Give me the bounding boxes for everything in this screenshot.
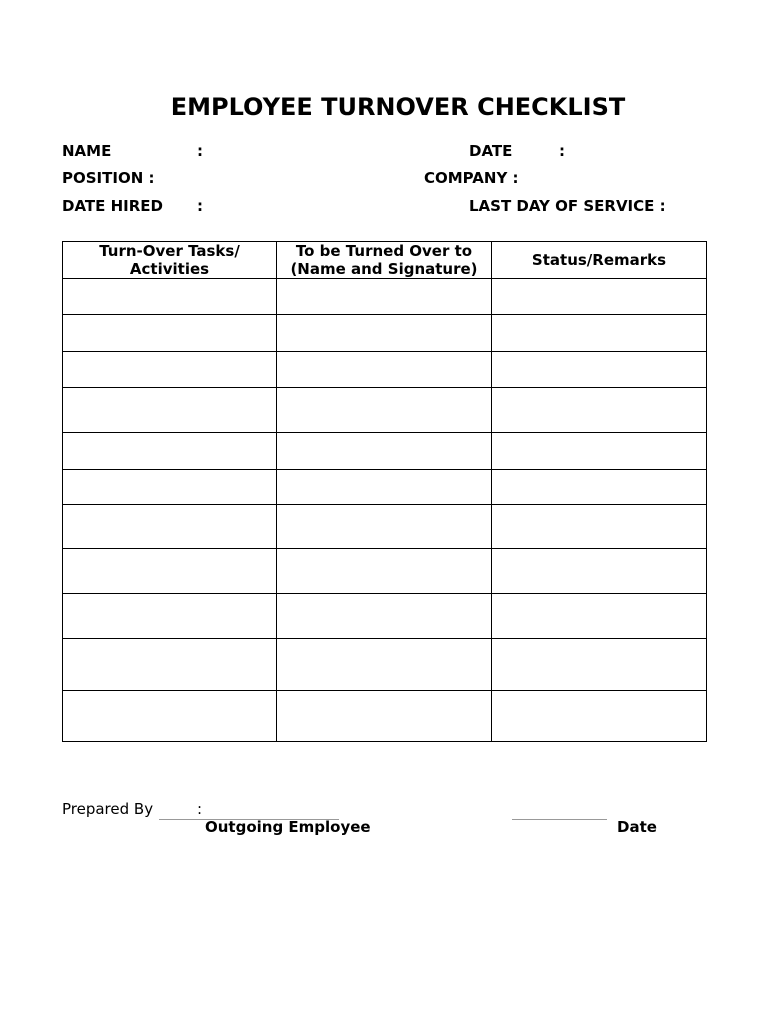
table-cell[interactable] <box>277 388 492 433</box>
page-title: EMPLOYEE TURNOVER CHECKLIST <box>170 93 626 121</box>
table-cell[interactable] <box>492 388 707 433</box>
header-turned-over-to: To be Turned Over to (Name and Signature) <box>277 242 492 279</box>
prepared-by-colon: : <box>197 800 203 818</box>
table-cell[interactable] <box>63 505 277 549</box>
table-cell[interactable] <box>277 470 492 505</box>
table-cell[interactable] <box>492 639 707 691</box>
prepared-by-label: Prepared By <box>62 800 154 818</box>
date-colon: : <box>559 142 565 160</box>
table-row <box>63 279 707 315</box>
table-cell[interactable] <box>492 470 707 505</box>
table-cell[interactable] <box>492 352 707 388</box>
table-cell[interactable] <box>277 433 492 470</box>
table-cell[interactable] <box>277 594 492 639</box>
header-status-remarks: Status/Remarks <box>492 242 707 279</box>
table-row <box>63 691 707 742</box>
table-cell[interactable] <box>277 505 492 549</box>
turnover-table <box>62 241 707 742</box>
table-cell[interactable] <box>492 433 707 470</box>
table-cell[interactable] <box>492 505 707 549</box>
table-row <box>63 549 707 594</box>
table-cell[interactable] <box>277 315 492 352</box>
table-row <box>63 388 707 433</box>
table-cell[interactable] <box>492 279 707 315</box>
position-label: POSITION : <box>62 169 155 187</box>
table-cell[interactable] <box>63 315 277 352</box>
table-row <box>63 505 707 549</box>
footer-date-label: Date <box>617 818 657 836</box>
last-day-label: LAST DAY OF SERVICE : <box>469 197 666 215</box>
table-cell[interactable] <box>277 352 492 388</box>
table-cell[interactable] <box>277 549 492 594</box>
date-hired-colon: : <box>197 197 203 215</box>
table-cell[interactable] <box>63 470 277 505</box>
header-tasks: Turn-Over Tasks/ Activities <box>63 242 277 279</box>
table-cell[interactable] <box>277 639 492 691</box>
table-cell[interactable] <box>63 639 277 691</box>
table-cell[interactable] <box>277 691 492 742</box>
table-cell[interactable] <box>63 594 277 639</box>
table-cell[interactable] <box>492 594 707 639</box>
table-row <box>63 352 707 388</box>
table-cell[interactable] <box>63 691 277 742</box>
table-cell[interactable] <box>63 388 277 433</box>
name-label: NAME <box>62 142 112 160</box>
table-header-row <box>63 242 707 279</box>
table-cell[interactable] <box>492 549 707 594</box>
table-row <box>63 315 707 352</box>
table-row <box>63 470 707 505</box>
table-cell[interactable] <box>492 691 707 742</box>
date-hired-label: DATE HIRED <box>62 197 163 215</box>
date-line[interactable] <box>512 819 607 820</box>
table-row <box>63 594 707 639</box>
table-row <box>63 639 707 691</box>
table-cell[interactable] <box>63 433 277 470</box>
table-cell[interactable] <box>63 352 277 388</box>
company-label: COMPANY : <box>424 169 519 187</box>
table-cell[interactable] <box>492 315 707 352</box>
table-cell[interactable] <box>277 279 492 315</box>
table-cell[interactable] <box>63 549 277 594</box>
date-label: DATE <box>469 142 513 160</box>
name-colon: : <box>197 142 203 160</box>
table-cell[interactable] <box>63 279 277 315</box>
outgoing-employee-label: Outgoing Employee <box>205 818 371 836</box>
table-row <box>63 433 707 470</box>
